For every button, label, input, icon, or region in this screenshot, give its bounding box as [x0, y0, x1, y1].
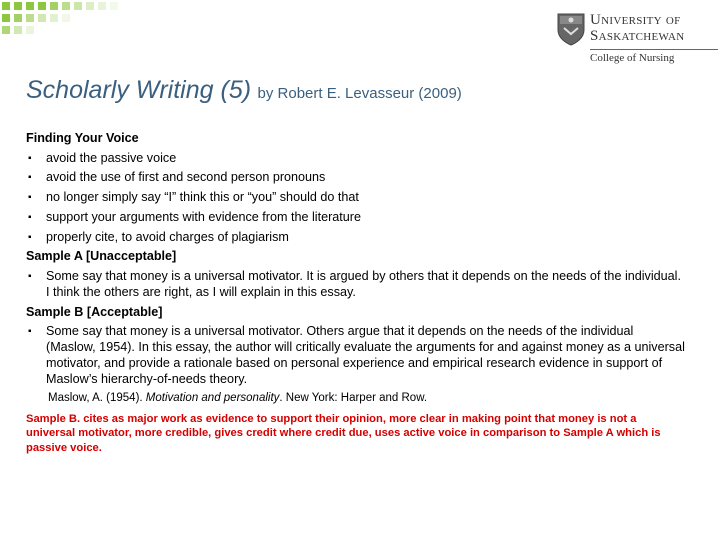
reference-publisher: . New York: Harper and Row. — [279, 392, 428, 405]
reference-citation — [48, 391, 686, 405]
heading-sample-a: Sample A [Unacceptable] — [26, 249, 177, 264]
university-logo — [556, 8, 716, 66]
list-item: ▪ no longer simply say “I” think this or “you” should do that — [28, 190, 359, 205]
heading-sample-b: Sample B [Acceptable] — [26, 304, 163, 319]
sample-b-list — [26, 324, 686, 387]
corner-pattern — [0, 0, 130, 40]
reference-work: Motivation and personality — [145, 392, 280, 405]
shield-icon — [556, 12, 586, 46]
bullet-icon: ▪ — [28, 271, 32, 283]
logo-divider — [590, 49, 718, 50]
sample-a-list — [26, 269, 686, 300]
slide-title — [26, 76, 462, 105]
slide-content — [26, 131, 686, 455]
bullet-icon: ▪ — [28, 172, 32, 184]
bullet-icon: ▪ — [28, 326, 32, 338]
bullet-icon: ▪ — [28, 152, 32, 164]
logo-college-line: College of Nursing — [590, 52, 675, 64]
list-item: ▪ support your arguments with evidence from the literature — [28, 209, 361, 224]
reference-author: Maslow, A. (1954). — [48, 392, 146, 405]
list-item: ▪ avoid the use of first and second person pronouns — [28, 170, 326, 185]
finding-voice-list — [26, 151, 686, 246]
list-item: ▪ avoid the passive voice — [28, 150, 177, 165]
title-main: Scholarly Writing (5) — [26, 76, 252, 104]
bullet-icon: ▪ — [28, 211, 32, 223]
list-item: ▪ properly cite, to avoid charges of plagiarism — [28, 229, 289, 244]
list-item: ▪ Some say that money is a universal motivator. Others argue that it depends on the needs of the individual (Maslow, 1954). In this essay, the author will critically evaluate the arguments for and against money as a universal motivator, and provide a rationale based on personal experience and empirical research evidence in support of Maslow’s hierarchy-of-needs theory. — [28, 324, 685, 386]
bullet-icon: ▪ — [28, 192, 32, 204]
heading-finding-voice: Finding Your Voice — [26, 131, 139, 145]
logo-saskatchewan-line: Saskatchewan — [590, 28, 685, 44]
evaluation-note: Sample B. cites as major work as evidence to support their opinion, more clear in making point that money is not a universal motivator, more credible, gives credit where credit due, uses active voice in comparison to Sample A which is passive voice. — [26, 412, 661, 454]
bullet-icon: ▪ — [28, 231, 32, 243]
list-item: ▪ Some say that money is a universal motivator. It is argued by others that it depends on the needs of the individual. I think the others are right, as I will explain in this essay. — [28, 269, 681, 299]
logo-university-line: University of — [590, 12, 681, 28]
title-author: by Robert E. Levasseur (2009) — [257, 85, 462, 102]
